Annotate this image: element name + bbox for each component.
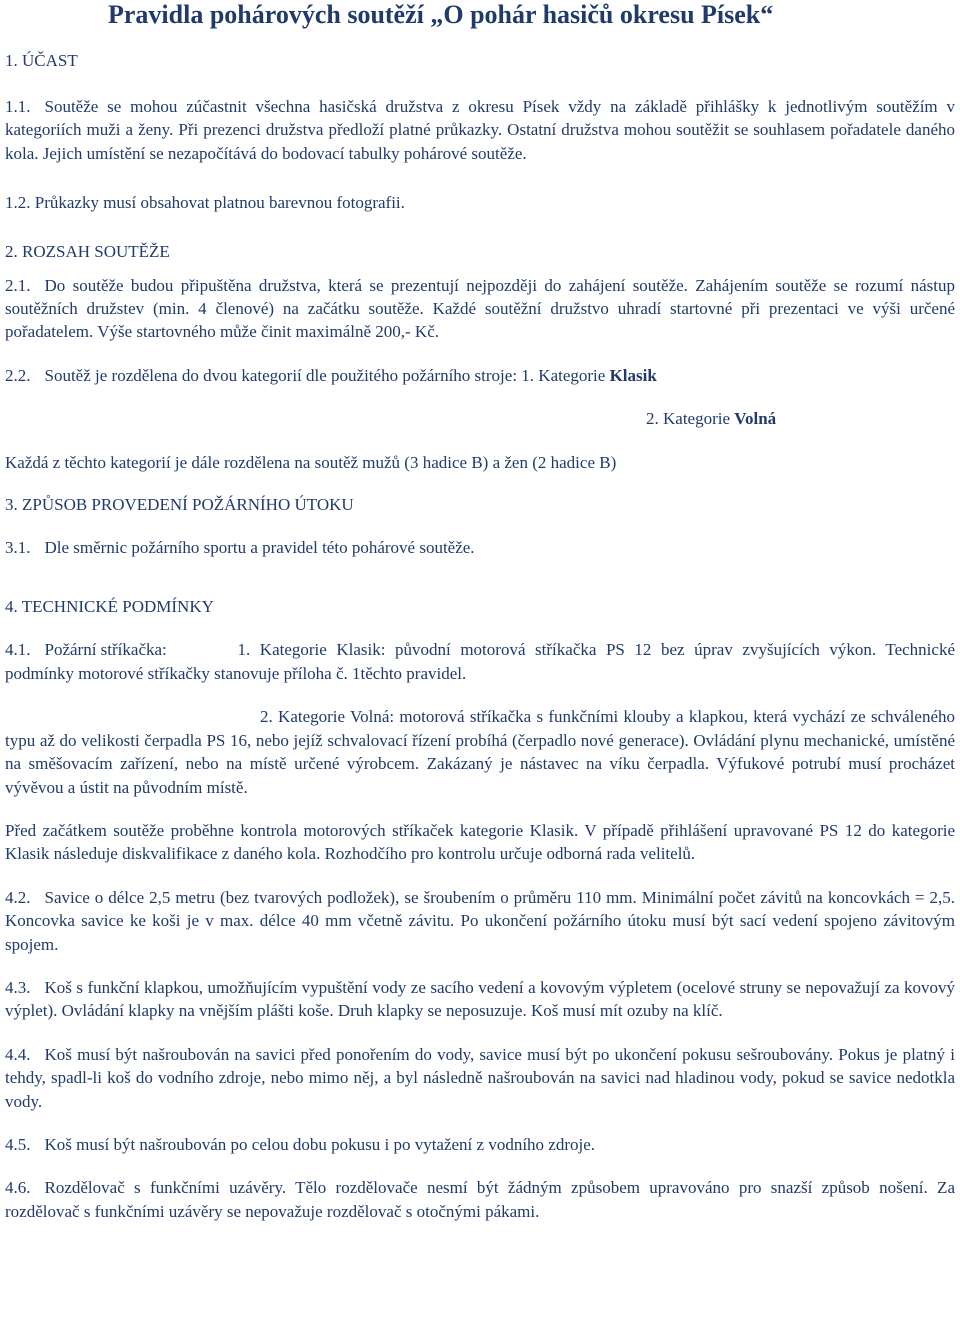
document-body xyxy=(5,95,955,1223)
paragraph-number: 1.2. xyxy=(5,193,31,213)
paragraph-number: 4.2. xyxy=(5,887,31,907)
paragraph-text: Koš s funkční klapkou, umožňujícím vypuštění vody ze sacího vedení a kovovým výpletem (ocelové struny se nepovažují za kovový výplet). Ovládání klapky na vnějším plášti koše. Druh klapky se neposuzuje. Koš musí mít ozuby na klíč. xyxy=(5,977,955,1021)
paragraph-text: Koš musí být našroubován po celou dobu pokusu i po vytažení z vodního zdroje. xyxy=(44,1134,596,1154)
paragraph-text: Savice o délce 2,5 metru (bez tvarových podložek), se šroubením o průměru 110 mm. Minimální počet závitů na koncovkách = 2,5. Koncovka savice ke koši je v max. délce 40 mm včetně závitu. Po ukončení požárního útoku musí být sací vedení spojeno závitovým spojem. xyxy=(5,887,955,954)
paragraph-4-2 xyxy=(5,886,955,956)
paragraph-text: Dle směrnic požárního sportu a pravidel této pohárové soutěže. xyxy=(44,538,475,558)
paragraph-text: Rozdělovač s funkčními uzávěry. Tělo rozdělovače nesmí být žádným způsobem upravováno pro snazší způsob nošení. Za rozdělovač s funkčními uzávěry se nepovažuje rozdělovač s otočnými pákami. xyxy=(5,1178,955,1221)
paragraph-text: Koš musí být našroubován na savici před ponořením do vody, savice musí být po ukončení pokusu sešroubovány. Pokus je platný i tehdy, spadl-li koš do vodního zdroje, nebo mimo něj, a byl následně našroubován na savici nad hladinou vody, pokud se savice nedotkla vody. xyxy=(5,1044,955,1111)
category-2-line xyxy=(5,407,955,430)
paragraph-number: 4.4. xyxy=(5,1044,31,1064)
paragraph-4-1-category-2: 2. Kategorie Volná: motorová stříkačka s funkčními klouby a klapkou, která vychází ze schváleného typu až do velikosti čerpadla PS 16, nebo jejíž schvalovací řízení probíhá (čerpadlo nové generace). Ovládání plynu mechanické, umístěné na směšovacím zařízení, nebo na místě určené výrobcem. Zakázaný je nástavec na víku čerpadla. Výfukové potrubí musí procházet vývěvou a ústit na původním místě. xyxy=(5,707,955,797)
paragraph-number: 4.1. xyxy=(5,640,31,660)
category-2-label: 2. Kategorie xyxy=(646,409,731,429)
paragraph-1-2 xyxy=(5,191,955,214)
paragraph-2-2 xyxy=(5,364,955,387)
section-3-heading: 3. ZPŮSOB PROVEDENÍ POŽÁRNÍHO ÚTOKU xyxy=(5,495,354,515)
category-1-name: Klasik xyxy=(609,365,657,385)
paragraph-number: 4.3. xyxy=(5,977,31,997)
document-title: Pravidla pohárových soutěží „O pohár hasičů okresu Písek“ xyxy=(108,0,774,29)
paragraph-2-1 xyxy=(5,274,955,344)
paragraph-2-3: Každá z těchto kategorií je dále rozdělena na soutěž mužů (3 hadice B) a žen (2 hadice B) xyxy=(5,452,617,472)
paragraph-4-5 xyxy=(5,1133,955,1156)
paragraph-4-3 xyxy=(5,976,955,1023)
paragraph-number: 4.6. xyxy=(5,1178,31,1198)
paragraph-4-1 xyxy=(5,638,955,685)
paragraph-4-6 xyxy=(5,1176,955,1223)
paragraph-4-1-inspection: Před začátkem soutěže proběhne kontrola motorových stříkaček kategorie Klasik. V případě přihlášení upravované PS 12 do kategorie Klasik následuje diskvalifikace z daného kola. Rozhodčího pro kontrolu určuje odborná rada velitelů. xyxy=(5,820,955,864)
paragraph-1-1 xyxy=(5,95,955,165)
paragraph-number: 2.2. xyxy=(5,365,31,385)
paragraph-number: 4.5. xyxy=(5,1134,31,1154)
section-1-heading: 1. ÚČAST xyxy=(5,51,78,70)
category-2-name: Volná xyxy=(734,409,777,429)
paragraph-number: 2.1. xyxy=(5,275,31,295)
paragraph-number: 3.1. xyxy=(5,538,31,558)
section-4-heading: 4. TECHNICKÉ PODMÍNKY xyxy=(5,597,214,617)
paragraph-number: 1.1. xyxy=(5,97,31,116)
paragraph-3-1 xyxy=(5,536,955,559)
paragraph-label: Požární stříkačka: xyxy=(44,640,167,660)
paragraph-text: Do soutěže budou připuštěna družstva, která se prezentují nejpozději do zahájení soutěže. Zahájením soutěže se rozumí nástup soutěžních družstev (min. 4 členové) na začátku soutěže. Každé soutěžní družstvo uhradí startovné při prezentaci ve výši určené pořadatelem. Výše startovného může činit maximálně 200,- Kč. xyxy=(5,275,955,342)
paragraph-4-4 xyxy=(5,1043,955,1113)
paragraph-text: Soutěže se mohou zúčastnit všechna hasičská družstva z okresu Písek vždy na základě přihlášky k jednotlivým soutěžím v kategoriích muži a ženy. Při prezenci družstva předloží platné průkazky. Ostatní družstva mohou soutěžit se souhlasem pořadatele daného kola. Jejich umístění se nezapočítává do bodovací tabulky pohárové soutěže. xyxy=(5,97,955,163)
section-2-heading: 2. ROZSAH SOUTĚŽE xyxy=(5,241,170,261)
paragraph-text: 1. Kategorie Klasik: původní motorová stříkačka PS 12 bez úprav zvyšujících výkon. Technické podmínky motorové stříkačky stanovuje příloha č. 1těchto pravidel. xyxy=(5,640,955,683)
paragraph-text: Soutěž je rozdělena do dvou kategorií dle použitého požárního stroje: 1. Kategorie xyxy=(44,365,606,385)
paragraph-text: Průkazky musí obsahovat platnou barevnou fotografii. xyxy=(34,193,405,213)
